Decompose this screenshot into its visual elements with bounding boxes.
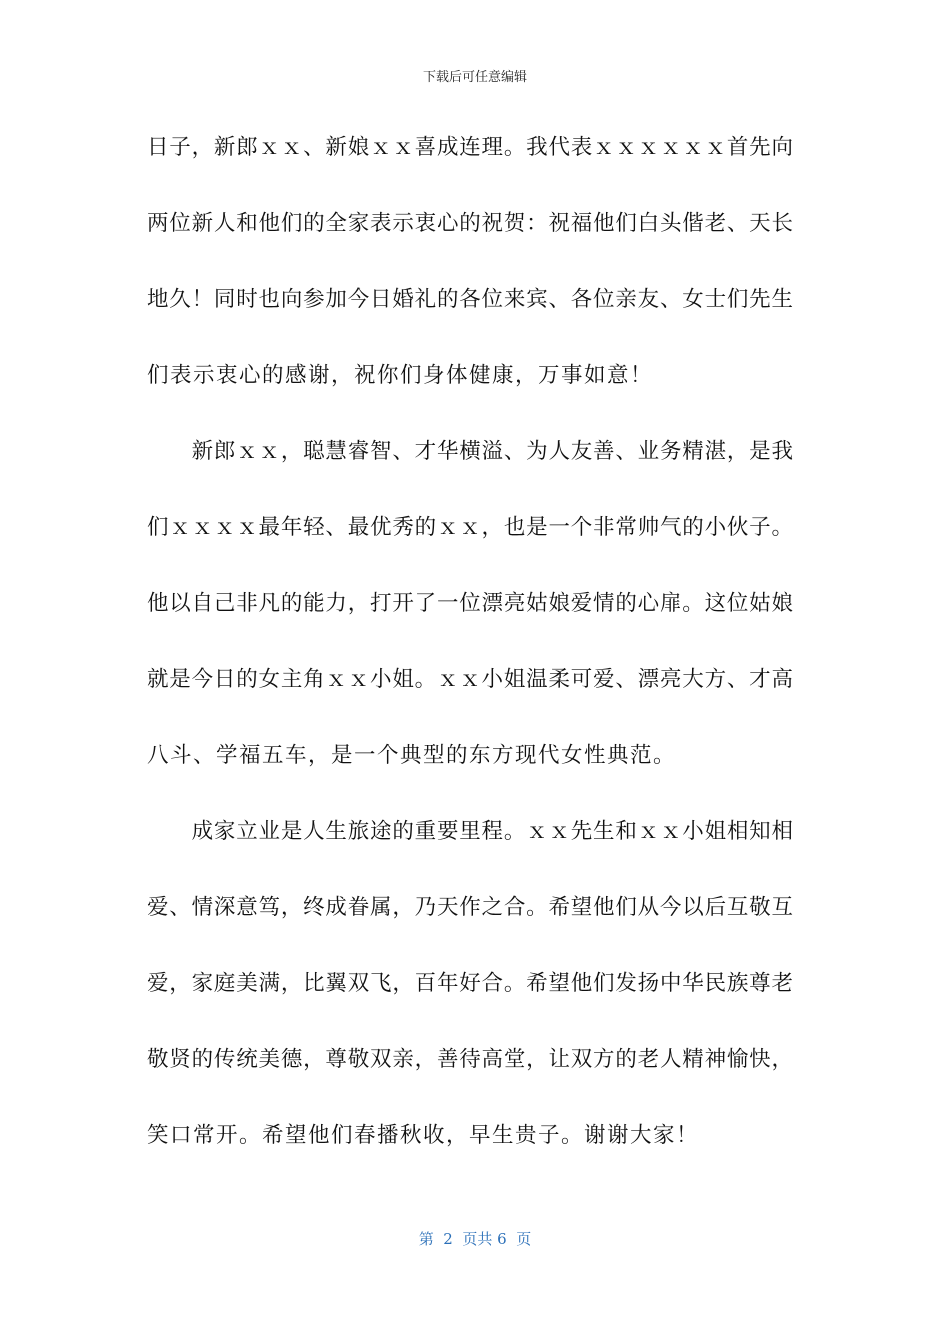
document-body [147,120,793,1184]
paragraph-3-line-2: 爱、情深意笃，终成眷属，乃天作之合。希望他们从今以后互敬互 [147,895,793,920]
paragraph-1-line-3: 地久！同时也向参加今日婚礼的各位来宾、各位亲友、女士们先生 [147,287,793,312]
paragraph-3-line-3: 爱，家庭美满，比翼双飞，百年好合。希望他们发扬中华民族尊老 [147,971,793,996]
paragraph-3-line-5: 笑口常开。希望他们春播秋收，早生贵子。谢谢大家！ [147,1123,700,1148]
paragraph-1-line-4: 们表示衷心的感谢，祝你们身体健康，万事如意！ [147,363,654,388]
paragraph-2-line-4: 就是今日的女主角ｘｘ小姐。ｘｘ小姐温柔可爱、漂亮大方、才高 [147,667,793,692]
paragraph-1-line-2: 两位新人和他们的全家表示衷心的祝贺：祝福他们白头偕老、天长 [147,211,793,236]
paragraph-3-line-1: 成家立业是人生旅途的重要里程。ｘｘ先生和ｘｘ小姐相知相 [147,819,793,844]
paragraph-2-line-3: 他以自己非凡的能力，打开了一位漂亮姑娘爱情的心扉。这位姑娘 [147,591,793,616]
paragraph-3-line-4: 敬贤的传统美德，尊敬双亲，善待高堂，让双方的老人精神愉快， [147,1047,793,1072]
paragraph-2-line-5: 八斗、学福五车，是一个典型的东方现代女性典范。 [147,743,677,768]
paragraph-2-line-2: 们ｘｘｘｘ最年轻、最优秀的ｘｘ，也是一个非常帅气的小伙子。 [147,515,793,540]
paragraph-2-line-1: 新郎ｘｘ，聪慧睿智、才华横溢、为人友善、业务精湛，是我 [147,439,793,464]
paragraph-1-line-1: 日子，新郎ｘｘ、新娘ｘｘ喜成连理。我代表ｘｘｘｘｘｘ首先向 [147,135,793,160]
page-number-footer: 第 2 页共 6 页 [418,1230,532,1248]
page-header-note: 下载后可任意编辑 [422,70,527,85]
